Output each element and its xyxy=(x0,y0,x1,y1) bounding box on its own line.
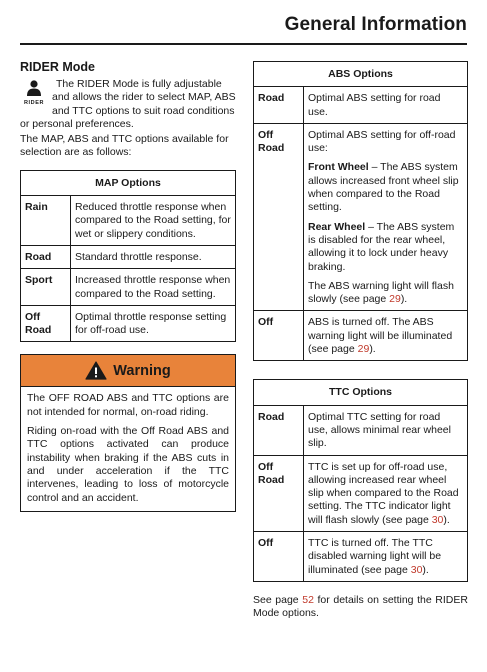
footer-post: for details on setting the RIDER Mode options. xyxy=(253,593,468,620)
map-row-key: Road xyxy=(21,245,71,268)
map-row-key: Off Road xyxy=(21,305,71,342)
front-wheel-text: – The ABS system allows increased front wheel slip when compared to the Road setting. xyxy=(308,161,459,214)
footer-pre: See page xyxy=(253,593,303,606)
abs-front-wheel xyxy=(308,161,463,214)
right-column xyxy=(253,61,468,621)
front-wheel-label: Front Wheel xyxy=(308,161,369,174)
rear-wheel-text: – The ABS system is disabled for the rear wheel, allowing it to lock under heavy braking. xyxy=(308,220,455,273)
table-row xyxy=(21,305,236,342)
ttc-row-key: Off xyxy=(254,532,304,582)
abs-off-end: ). xyxy=(369,343,376,356)
abs-row-value xyxy=(304,123,468,311)
ttc-off-end: ). xyxy=(422,563,429,576)
rider-icon xyxy=(20,80,48,116)
page-link[interactable]: 29 xyxy=(357,343,370,356)
ttc-row-value xyxy=(304,532,468,582)
table-row xyxy=(254,311,468,361)
section-heading: RIDER Mode xyxy=(20,60,95,74)
warning-triangle-icon xyxy=(85,361,107,380)
abs-table-title: ABS Options xyxy=(254,62,468,87)
abs-row-value xyxy=(304,311,468,361)
rider-figure-icon xyxy=(25,80,43,96)
map-row-key: Sport xyxy=(21,269,71,306)
abs-rear-wheel xyxy=(308,221,463,274)
warning-body xyxy=(21,387,235,510)
rider-intro xyxy=(20,78,236,131)
abs-row-key: Road xyxy=(254,87,304,124)
abs-offroad-intro: Optimal ABS setting for off-road use: xyxy=(308,128,456,155)
map-table-title: MAP Options xyxy=(21,170,236,195)
page-link[interactable]: 30 xyxy=(410,563,423,576)
ttc-table-title: TTC Options xyxy=(254,380,468,405)
selection-note: The MAP, ABS and TTC options available for selection are as follows: xyxy=(20,133,229,159)
header-rule xyxy=(20,43,467,45)
rider-icon-label: RIDER xyxy=(23,100,45,106)
table-row xyxy=(254,87,468,124)
table-row xyxy=(254,123,468,311)
page-link[interactable]: 30 xyxy=(431,513,444,526)
table-row xyxy=(254,455,468,531)
left-column xyxy=(20,60,236,512)
ttc-offroad-end: ). xyxy=(443,513,450,526)
warning-header xyxy=(21,355,235,387)
map-options-table xyxy=(20,170,236,343)
page-link[interactable]: 29 xyxy=(389,293,401,306)
map-row-value: Optimal throttle response setting for off-road use. xyxy=(71,305,236,342)
abs-off-text: ABS is turned off. The ABS warning light will be illuminated (see page xyxy=(308,316,453,356)
table-row xyxy=(21,269,236,306)
ttc-row-key: Off Road xyxy=(254,455,304,531)
table-row xyxy=(21,245,236,268)
abs-row-value: Optimal ABS setting for road use. xyxy=(304,87,468,124)
warning-paragraph: Riding on-road with the Off Road ABS and TTC options activated can produce instability when braking if the ABS cuts in and under acceleration if the TTC intervenes, leading to loss of motorcycle control and an accident. xyxy=(27,425,229,504)
footer-note xyxy=(253,594,468,621)
map-row-key: Rain xyxy=(21,196,71,246)
rear-wheel-label: Rear Wheel xyxy=(308,220,366,233)
warning-label: Warning xyxy=(113,362,171,379)
warning-box xyxy=(20,354,236,511)
map-row-value: Increased throttle response when compared to the Road setting. xyxy=(71,269,236,306)
ttc-offroad-text: TTC is set up for off-road use, allowing increased rear wheel slip when compared to the Road setting. The TTC indicator light will flash slowly (see page xyxy=(308,460,459,526)
page-title: General Information xyxy=(284,14,467,35)
ttc-off-text: TTC is turned off. The TTC disabled warning light will be illuminated (see page xyxy=(308,537,442,576)
abs-flash-note xyxy=(308,280,463,307)
ttc-options-table xyxy=(253,379,468,582)
warning-paragraph: The OFF ROAD ABS and TTC options are not intended for normal, on-road riding. xyxy=(27,392,229,418)
abs-flash-end: ). xyxy=(400,293,408,306)
table-row xyxy=(21,196,236,246)
ttc-row-value xyxy=(304,455,468,531)
map-row-value: Reduced throttle response when compared to the Road setting, for wet or slippery conditions. xyxy=(71,196,236,246)
ttc-row-value: Optimal TTC setting for road use, allows minimal rear wheel slip. xyxy=(304,405,468,455)
abs-options-table xyxy=(253,61,468,361)
intro-text: The RIDER Mode is fully adjustable and allows the rider to select MAP, ABS and TTC options to suit road conditions or personal preferences. xyxy=(20,78,236,130)
table-row xyxy=(254,405,468,455)
abs-row-key: Off Road xyxy=(254,123,304,311)
table-row xyxy=(254,532,468,582)
ttc-row-key: Road xyxy=(254,405,304,455)
page-link[interactable]: 52 xyxy=(302,593,314,606)
abs-flash-text: The ABS warning light will flash slowly (see page xyxy=(308,279,454,306)
abs-row-key: Off xyxy=(254,311,304,361)
map-row-value: Standard throttle response. xyxy=(71,245,236,268)
